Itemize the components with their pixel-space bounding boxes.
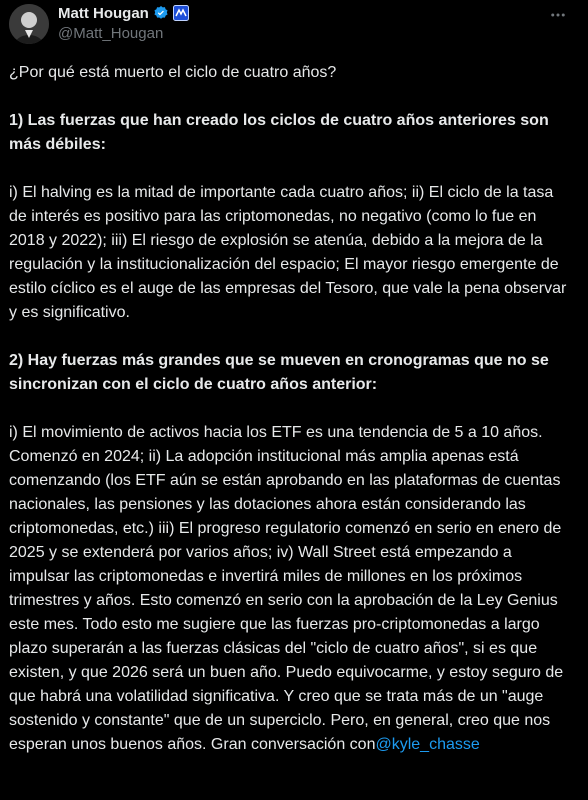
more-horizontal-icon[interactable] <box>546 4 570 26</box>
post-text <box>9 61 573 781</box>
author-names <box>58 2 189 44</box>
author-handle[interactable]: @Matt_Hougan <box>58 25 164 42</box>
affiliate-badge-icon[interactable] <box>173 5 189 21</box>
author-display-name[interactable]: Matt Hougan <box>58 4 149 22</box>
post-heading-2: 2) Hay fuerzas más grandes que se mueven en cronogramas que no se sincronizan con el ciclo de cuatro años anterior: <box>9 352 549 393</box>
post-paragraph-1: i) El halving es la mitad de importante cada cuatro años; ii) El ciclo de la tasa de interés es positivo para las criptomonedas, no negativo (como lo fue en 2018 y 2022); iii) El riesgo de explosión se atenúa, debido a la mejora de la regulación y la institucionalización del espacio; El mayor riesgo emergente de estilo cíclico es el auge de las empresas del Tesoro, que vale la pena observar y es significativo. <box>9 184 567 321</box>
post-question: ¿Por qué está muerto el ciclo de cuatro años? <box>9 64 337 81</box>
post-header <box>8 2 580 48</box>
avatar[interactable] <box>9 4 49 44</box>
mention-link[interactable]: @kyle_chasse <box>375 736 480 753</box>
post-heading-1: 1) Las fuerzas que han creado los ciclos de cuatro años anteriores son más débiles: <box>9 112 549 153</box>
verified-badge-icon <box>153 5 169 21</box>
post-paragraph-2 <box>9 421 573 757</box>
post-paragraph-2-text: i) El movimiento de activos hacia los ETF es una tendencia de 5 a 10 años. Comenzó en 2024; ii) La adopción institucional más amplia apenas está comenzando (los ETF aún se están aprobando en las plataformas de cuentas nacionales, las pensiones y las dotaciones ahora están considerando las criptomonedas, etc.) iii) El progreso regulatorio comenzó en serio en enero de 2025 y se extenderá por varios años; iv) Wall Street está empezando a impulsar las criptomonedas e invertirá miles de millones en los próximos trimestres y años. Esto comenzó en serio con la aprobación de la Ley Genius este mes. Todo esto me sugiere que las fuerzas pro-criptomonedas a largo plazo superarán a las fuerzas clásicas del "ciclo de cuatro años", si es que existen, y que 2026 será un buen año. Puedo equivocarme, y estoy seguro de que habrá una volatilidad significativa. Y creo que se trata más de un "auge sostenido y constante" que de un superciclo. Pero, en general, creo que nos esperan unos buenos años. Gran conversación con <box>9 424 564 753</box>
